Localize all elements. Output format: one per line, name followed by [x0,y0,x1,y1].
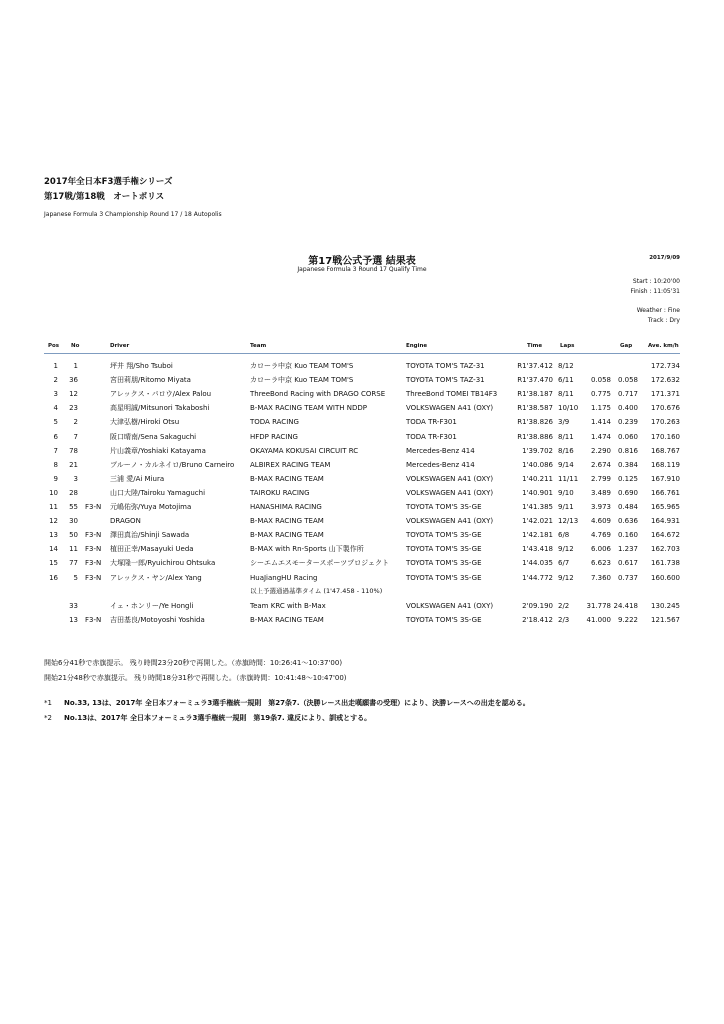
page-title: 第17戦公式予選 結果表 [308,256,416,267]
cell-driver: ブルーノ・カルネイロ/Bruno Carneiro [110,460,235,469]
footnote-key: *1 [44,699,52,707]
cell-time: 1'40.211 [522,474,553,483]
cell-time: 1'42.021 [522,517,553,526]
cell-time: 1'42.181 [522,531,553,540]
footnote-1 [44,698,530,708]
cell-gap2: 0.690 [617,488,638,497]
cell-cls: F3-N [85,573,102,582]
cell-team: HANASHIMA RACING [250,503,322,511]
cell-time: 1'40.086 [522,460,553,469]
cell-gap1: 6.623 [590,559,611,568]
cell-gap2: 0.239 [617,418,638,427]
cell-engine: TOYOTA TOM'S TAZ-31 [406,362,485,370]
table-row [0,459,724,472]
cell-gap1: 3.489 [590,488,611,497]
cell-team: B-MAX RACING TEAM [250,531,324,540]
cell-pos: 8 [53,460,58,469]
round-subtitle: Japanese Formula 3 Championship Round 17 / 18 Autopolis [44,211,222,218]
cell-engine: TOYOTA TOM'S 3S-GE [406,545,482,554]
cell-pos: 14 [49,545,58,554]
cell-time: R1'38.826 [517,418,553,427]
cell-no: 2 [73,418,78,427]
weather: Weather : Fine [636,307,680,314]
cell-driver: アレックス・ヤン/Alex Yang [110,573,202,582]
cell-laps: 6/8 [558,531,570,540]
col-no: No [71,343,80,349]
cell-gap2: 0.737 [617,573,638,582]
threshold-note: 以上予選通過基準タイム (1'47.458 - 110%) [250,587,383,595]
cell-gap1: 0.775 [590,390,611,399]
cell-engine: TOYOTA TOM'S 3S-GE [406,616,482,624]
cell-driver: 植田正幸/Masayuki Ueda [110,545,194,554]
cell-team: ThreeBond Racing with DRAGO CORSE [250,390,386,399]
cell-gap1: 2.674 [590,460,611,469]
cell-laps: 6/7 [558,559,570,568]
cell-gap1: 2.799 [590,474,611,483]
cell-driver: 高星明誠/Mitsunori Takaboshi [110,404,210,413]
cell-team: TAIROKU RACING [250,488,310,497]
cell-time: R1'38.187 [517,390,553,399]
cell-laps: 3/9 [558,418,570,427]
col-team: Team [250,343,267,349]
cell-engine: TODA TR-F301 [406,432,457,441]
cell-no: 7 [73,432,78,441]
cell-no: 5 [73,573,78,582]
col-gap: Gap [620,343,633,349]
cell-laps: 8/16 [558,446,574,455]
cell-team: B-MAX RACING TEAM WITH NDDP [250,404,368,413]
cell-gap2: 0.484 [617,503,638,511]
cell-time: 1'44.035 [522,559,553,568]
cell-engine: VOLKSWAGEN A41 (OXY) [406,404,494,413]
cell-gap1: 41.000 [586,616,611,624]
cell-driver: 阪口晴南/Sena Sakaguchi [110,432,197,441]
cell-gap1: 2.290 [590,446,611,455]
cell-pos: 3 [53,390,58,399]
cell-no: 21 [69,460,78,469]
cell-laps: 9/14 [558,460,574,469]
cell-engine: TOYOTA TOM'S 3S-GE [406,531,482,540]
footnote-2 [44,713,371,723]
cell-time: 1'39.702 [522,446,553,455]
cell-ave: 162.703 [651,545,680,554]
cell-team: B-MAX RACING TEAM [250,616,324,624]
cell-ave: 170.160 [651,432,680,441]
track-condition: Track : Dry [647,317,680,324]
cell-engine: VOLKSWAGEN A41 (OXY) [406,474,494,483]
cell-gap2: 0.617 [617,559,638,568]
cell-pos: 13 [49,531,58,540]
cell-laps: 11/11 [558,474,579,483]
table-row [0,515,724,528]
cell-team: Team KRC with B-Max [250,602,326,610]
cell-gap2: 0.060 [617,432,638,441]
series-title: 2017年全日本F3選手権シリーズ [44,177,173,187]
cell-gap2: 0.816 [617,446,638,455]
cell-gap1: 31.778 [586,602,611,610]
cell-gap2: 0.125 [617,474,638,483]
page-subtitle: Japanese Formula 3 Round 17 Qualify Time [297,266,427,273]
footnote-text: No.13は、2017年 全日本フォーミュラ3選手権統一規則 第19条7. 違反により、訓戒とする。 [64,714,372,722]
cell-time: R1'37.412 [517,362,553,370]
cell-gap2: 0.160 [617,531,638,540]
cell-gap1: 0.058 [590,376,611,385]
cell-ave: 170.263 [651,418,680,427]
cell-cls: F3-N [85,559,102,568]
cell-driver: 坪井 翔/Sho Tsuboi [110,362,173,370]
cell-driver: 大津弘樹/Hiroki Otsu [110,418,180,427]
col-time: Time [527,343,543,349]
cell-driver: 山口大陸/Tairoku Yamaguchi [110,488,206,497]
cell-engine: VOLKSWAGEN A41 (OXY) [406,488,494,497]
cell-laps: 2/2 [558,602,570,610]
cell-time: R1'37.470 [517,376,553,385]
cell-no: 12 [69,390,78,399]
cell-ave: 170.676 [651,404,680,413]
cell-engine: Mercedes-Benz 414 [406,446,475,455]
cell-laps: 8/11 [558,432,574,441]
cell-team: OKAYAMA KOKUSAI CIRCUIT RC [250,446,359,455]
cell-laps: 9/10 [558,488,574,497]
cell-engine: TOYOTA TOM'S 3S-GE [406,503,482,511]
cell-time: 1'41.385 [522,503,553,511]
col-driver: Driver [110,343,130,349]
cell-no: 36 [69,376,78,385]
table-row [0,529,724,542]
cell-gap2: 0.717 [617,390,638,399]
cell-no: 1 [73,362,78,370]
cell-cls: F3-N [85,616,102,624]
cell-ave: 168.119 [651,460,680,469]
header-rule [44,353,680,354]
cell-no: 30 [69,517,78,526]
footnote-text: No.33, 13は、2017年 全日本フォーミュラ3選手権統一規則 第27条7.（決勝レース出走嘆願書の受理）により、決勝レースへの出走を認める。 [64,699,530,707]
cell-pos: 16 [49,573,58,582]
cell-gap1: 1.414 [590,418,611,427]
cell-pos: 10 [49,488,58,497]
cell-gap1: 4.769 [590,531,611,540]
cell-engine: TOYOTA TOM'S 3S-GE [406,559,482,568]
cell-no: 3 [73,474,78,483]
cell-ave: 161.738 [651,559,680,568]
cell-laps: 8/11 [558,390,574,399]
col-engine: Engine [406,343,428,349]
table-row [0,445,724,458]
col-pos: Pos [48,343,60,349]
table-row [0,374,724,387]
cell-cls: F3-N [85,503,102,511]
cell-gap2: 0.058 [617,376,638,385]
cell-laps: 10/10 [558,404,579,413]
table-row [0,402,724,415]
cell-team: カローラ中京 Kuo TEAM TOM'S [250,362,354,370]
cell-gap2: 1.237 [617,545,638,554]
cell-pos: 2 [53,376,58,385]
cell-pos: 6 [53,432,58,441]
cell-laps: 6/11 [558,376,574,385]
cell-team: HuaJiangHU Racing [250,573,318,582]
red-flag-note-2: 開始21分48秒で赤旗提示。 残り時間18分31秒で再開した。（赤旗時間：10:41:48〜10:47'00) [44,674,347,682]
start-time: Start : 10:20'00 [632,278,680,285]
cell-time: R1'38.886 [517,432,553,441]
cell-driver: 吉田基良/Motoyoshi Yoshida [110,616,205,624]
cell-no: 77 [69,559,78,568]
cell-engine: Mercedes-Benz 414 [406,460,475,469]
cell-ave: 172.632 [651,376,680,385]
table-header [0,340,724,353]
cell-cls: F3-N [85,531,102,540]
cell-driver: 宮田莉朋/Ritomo Miyata [110,376,191,385]
cell-laps: 8/12 [558,362,574,370]
table-row [0,416,724,429]
cell-team: B-MAX RACING TEAM [250,474,324,483]
red-flag-note-1: 開始6分41秒で赤旗提示。 残り時間23分20秒で再開した。（赤旗時間：10:26:41〜10:37'00) [44,659,343,667]
cell-pos: 5 [53,418,58,427]
col-ave: Ave. km/h [648,343,679,349]
cell-driver: 大塚隆一郎/Ryuichirou Ohtsuka [110,559,216,568]
cell-laps: 12/13 [558,517,579,526]
cell-time: 2'09.190 [522,602,553,610]
cell-team: ALBIREX RACING TEAM [250,460,331,469]
cell-ave: 165.965 [651,503,680,511]
cell-driver: 元嶋佑弥/Yuya Motojima [110,503,192,511]
cell-team: シーエムエスモータースポーツプロジェクト [250,559,389,568]
table-row [0,572,724,585]
cell-ave: 166.761 [651,488,680,497]
cell-gap1: 1.474 [590,432,611,441]
cell-pos: 15 [49,559,58,568]
cell-no: 78 [69,446,78,455]
cell-time: 1'43.418 [522,545,553,554]
cell-gap1: 4.609 [590,517,611,526]
cell-laps: 9/12 [558,573,574,582]
cell-engine: VOLKSWAGEN A41 (OXY) [406,517,494,526]
cell-no: 50 [69,531,78,540]
cell-ave: 130.245 [651,602,680,610]
col-laps: Laps [560,343,575,349]
cell-gap2: 0.400 [617,404,638,413]
cell-time: 1'44.772 [522,573,553,582]
cell-no: 13 [69,616,78,624]
cell-engine: TOYOTA TOM'S 3S-GE [406,573,482,582]
cell-laps: 9/12 [558,545,574,554]
cell-no: 23 [69,404,78,413]
cell-gap2: 0.384 [617,460,638,469]
cell-engine: TODA TR-F301 [406,418,457,427]
table-row [0,487,724,500]
cell-laps: 9/11 [558,503,574,511]
footnote-key: *2 [44,714,52,722]
cell-pos: 7 [53,446,58,455]
cell-no: 33 [69,602,78,610]
cell-gap2: 0.636 [617,517,638,526]
table-row [0,388,724,401]
cell-pos: 12 [49,517,58,526]
cell-gap1: 1.175 [590,404,611,413]
doc-date: 2017/9/09 [649,255,680,261]
cell-gap2: 24.418 [613,602,638,610]
cell-ave: 171.371 [651,390,680,399]
table-row [0,501,724,514]
cell-pos: 11 [49,503,58,511]
cell-no: 28 [69,488,78,497]
cell-engine: VOLKSWAGEN A41 (OXY) [406,602,494,610]
cell-pos: 4 [53,404,58,413]
cell-driver: 片山義章/Yoshiaki Katayama [110,446,206,455]
cell-driver: DRAGON [110,517,141,526]
cell-driver: アレックス・パロウ/Alex Palou [110,390,212,399]
round-title: 第17戦/第18戦 オートポリス [44,192,165,202]
cell-team: カローラ中京 Kuo TEAM TOM'S [250,376,354,385]
cell-team: TODA RACING [250,418,299,427]
cell-time: R1'38.587 [517,404,553,413]
cell-ave: 168.767 [651,446,680,455]
table-row [0,473,724,486]
cell-ave: 164.672 [651,531,680,540]
cell-pos: 9 [53,474,58,483]
cell-team: B-MAX RACING TEAM [250,517,324,526]
table-row [0,360,724,373]
cell-engine: ThreeBond TOMEI TB14F3 [406,390,498,399]
cell-ave: 167.910 [651,474,680,483]
cell-driver: イェ・ホンリー/Ye Hongli [110,602,194,610]
cell-ave: 172.734 [651,362,680,370]
cell-time: 2'18.412 [522,616,553,624]
cell-driver: 澤田真治/Shinji Sawada [110,531,190,540]
cell-driver: 三浦 愛/Ai Miura [110,474,165,483]
cell-team: B-MAX with Rn-Sports 山下製作所 [250,545,364,554]
table-row [0,614,724,627]
cell-no: 55 [69,503,78,511]
cell-team: HFDP RACING [250,432,298,441]
finish-time: Finish : 11:05'31 [630,288,680,295]
cell-pos: 1 [53,362,58,370]
cell-engine: TOYOTA TOM'S TAZ-31 [406,376,485,385]
cell-cls: F3-N [85,545,102,554]
table-row [0,557,724,570]
cell-ave: 164.931 [651,517,680,526]
cell-laps: 2/3 [558,616,570,624]
cell-gap1: 7.360 [590,573,611,582]
cell-ave: 121.567 [651,616,680,624]
table-row [0,600,724,613]
table-row [0,431,724,444]
cell-ave: 160.600 [651,573,680,582]
cell-no: 11 [69,545,78,554]
table-row [0,543,724,556]
cell-gap1: 6.006 [590,545,611,554]
cell-time: 1'40.901 [522,488,553,497]
cell-gap2: 9.222 [617,616,638,624]
cell-gap1: 3.973 [590,503,611,511]
